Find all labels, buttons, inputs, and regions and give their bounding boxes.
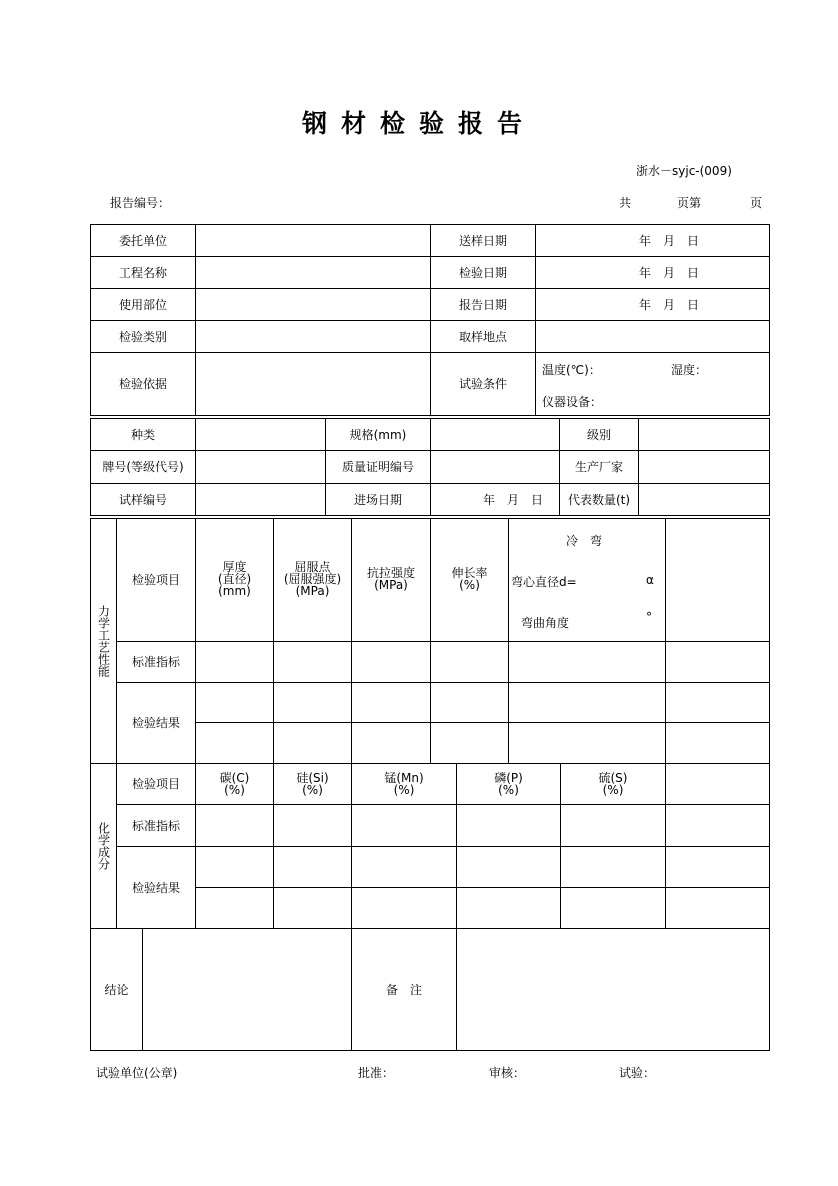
conditions-label: 试验条件 xyxy=(430,352,536,416)
page-title: 钢材检验报告 xyxy=(301,109,536,138)
location-label: 取样地点 xyxy=(430,320,536,353)
maker-field[interactable] xyxy=(638,450,770,484)
client-field[interactable] xyxy=(195,224,431,257)
chem-cell[interactable] xyxy=(273,887,352,929)
chem-cell[interactable] xyxy=(560,804,666,847)
chem-result-label: 检验结果 xyxy=(116,846,196,929)
form-code: 浙水－syjc-(009) xyxy=(636,164,732,178)
tester-label: 试验： xyxy=(619,1066,656,1080)
grade-field[interactable] xyxy=(638,418,770,451)
mech-cell[interactable] xyxy=(273,722,352,764)
thickness-header: 厚度 (直径) (mm) xyxy=(195,518,274,642)
mech-cell[interactable] xyxy=(351,682,431,723)
mech-cell[interactable] xyxy=(430,641,509,683)
chem-cell[interactable] xyxy=(665,804,770,847)
pages-end: 页 xyxy=(750,196,763,210)
chem-cell[interactable] xyxy=(456,804,561,847)
yield-header: 屈服点 (屈服强度) (MPa) xyxy=(273,518,352,642)
chem-cell[interactable] xyxy=(351,887,457,929)
equipment-label: 仪器设备： xyxy=(542,395,603,409)
client-label: 委托单位 xyxy=(90,224,196,257)
test-date-label: 检验日期 xyxy=(430,256,536,289)
chem-cell[interactable] xyxy=(273,804,352,847)
test-unit-label: 试验单位(公章) xyxy=(96,1066,178,1080)
conclusion-field[interactable] xyxy=(142,928,352,1051)
mech-cell[interactable] xyxy=(273,682,352,723)
pages-total: 共 xyxy=(619,196,632,210)
qty-field[interactable] xyxy=(638,483,770,516)
mech-extra-header xyxy=(665,518,770,642)
mech-cell[interactable] xyxy=(508,722,666,764)
tensile-header: 抗拉强度 (MPa) xyxy=(351,518,431,642)
chem-cell[interactable] xyxy=(195,887,274,929)
report-date-field[interactable]: 年 月 日 xyxy=(535,288,770,321)
chem-cell[interactable] xyxy=(665,846,770,888)
silicon-header: 硅(Si) (%) xyxy=(273,763,352,805)
brand-label: 牌号(等级代号) xyxy=(90,450,196,484)
mech-cell[interactable] xyxy=(273,641,352,683)
location-field[interactable] xyxy=(535,320,770,353)
mech-cell[interactable] xyxy=(508,641,666,683)
spec-label: 规格(mm) xyxy=(325,418,431,451)
mech-standard-label: 标准指标 xyxy=(116,641,196,683)
mech-cell[interactable] xyxy=(195,722,274,764)
bend-diameter-label: 弯心直径d= xyxy=(511,575,577,589)
qty-label: 代表数量(t) xyxy=(559,483,639,516)
mech-result-label: 检验结果 xyxy=(116,682,196,764)
kind-field[interactable] xyxy=(195,418,326,451)
pages-page: 页第 xyxy=(677,196,702,210)
chem-item-label: 检验项目 xyxy=(116,763,196,805)
chem-cell[interactable] xyxy=(456,846,561,888)
mech-cell[interactable] xyxy=(665,682,770,723)
brand-field[interactable] xyxy=(195,450,326,484)
chem-cell[interactable] xyxy=(665,887,770,929)
chem-cell[interactable] xyxy=(456,887,561,929)
sulfur-header: 硫(S) (%) xyxy=(560,763,666,805)
bend-angle-label: 弯曲角度 xyxy=(521,616,570,630)
mech-cell[interactable] xyxy=(665,641,770,683)
spec-field[interactable] xyxy=(430,418,560,451)
mech-section-label: 力学工艺性能 xyxy=(90,518,117,764)
part-field[interactable] xyxy=(195,288,431,321)
cert-label: 质量证明编号 xyxy=(325,450,431,484)
carbon-header: 碳(C) (%) xyxy=(195,763,274,805)
report-no-label: 报告编号： xyxy=(110,196,171,210)
conclusion-label: 结论 xyxy=(90,928,143,1051)
sample-date-label: 送样日期 xyxy=(430,224,536,257)
humidity-label: 湿度： xyxy=(671,363,708,377)
approve-label: 批准： xyxy=(358,1066,395,1080)
grade-label: 级别 xyxy=(559,418,639,451)
cold-bend-label: 冷 弯 xyxy=(566,534,603,548)
basis-field[interactable] xyxy=(195,352,431,416)
sample-date-field[interactable]: 年 月 日 xyxy=(535,224,770,257)
category-field[interactable] xyxy=(195,320,431,353)
chem-section-label: 化学成分 xyxy=(90,763,117,929)
elongation-header: 伸长率 (%) xyxy=(430,518,509,642)
mech-cell[interactable] xyxy=(430,722,509,764)
chem-cell[interactable] xyxy=(351,804,457,847)
basis-label: 检验依据 xyxy=(90,352,196,416)
project-label: 工程名称 xyxy=(90,256,196,289)
mech-cell[interactable] xyxy=(195,641,274,683)
test-date-field[interactable]: 年 月 日 xyxy=(535,256,770,289)
review-label: 审核： xyxy=(489,1066,526,1080)
mech-cell[interactable] xyxy=(430,682,509,723)
maker-label: 生产厂家 xyxy=(559,450,639,484)
sample-no-label: 试样编号 xyxy=(90,483,196,516)
alpha-symbol: α xyxy=(646,573,654,587)
kind-label: 种类 xyxy=(90,418,196,451)
entry-date-label: 进场日期 xyxy=(325,483,431,516)
phosphorus-header: 磷(P) (%) xyxy=(456,763,561,805)
chem-cell[interactable] xyxy=(560,846,666,888)
mech-cell[interactable] xyxy=(195,682,274,723)
chem-cell[interactable] xyxy=(195,846,274,888)
manganese-header: 锰(Mn) (%) xyxy=(351,763,457,805)
chem-standard-label: 标准指标 xyxy=(116,804,196,847)
cert-field[interactable] xyxy=(430,450,560,484)
part-label: 使用部位 xyxy=(90,288,196,321)
remark-label: 备 注 xyxy=(351,928,457,1051)
remark-field[interactable] xyxy=(456,928,770,1051)
chem-cell[interactable] xyxy=(195,804,274,847)
chem-cell[interactable] xyxy=(560,887,666,929)
mech-cell[interactable] xyxy=(508,682,666,723)
mech-cell[interactable] xyxy=(665,722,770,764)
entry-date-field[interactable]: 年 月 日 xyxy=(430,483,560,516)
temp-label: 温度(℃)： xyxy=(542,363,601,377)
mech-cell[interactable] xyxy=(351,722,431,764)
mech-item-label: 检验项目 xyxy=(116,518,196,642)
project-field[interactable] xyxy=(195,256,431,289)
mech-cell[interactable] xyxy=(351,641,431,683)
report-date-label: 报告日期 xyxy=(430,288,536,321)
category-label: 检验类别 xyxy=(90,320,196,353)
sample-no-field[interactable] xyxy=(195,483,326,516)
chem-cell[interactable] xyxy=(273,846,352,888)
degree-symbol: ° xyxy=(646,610,652,624)
chem-cell[interactable] xyxy=(351,846,457,888)
chem-extra-header xyxy=(665,763,770,805)
